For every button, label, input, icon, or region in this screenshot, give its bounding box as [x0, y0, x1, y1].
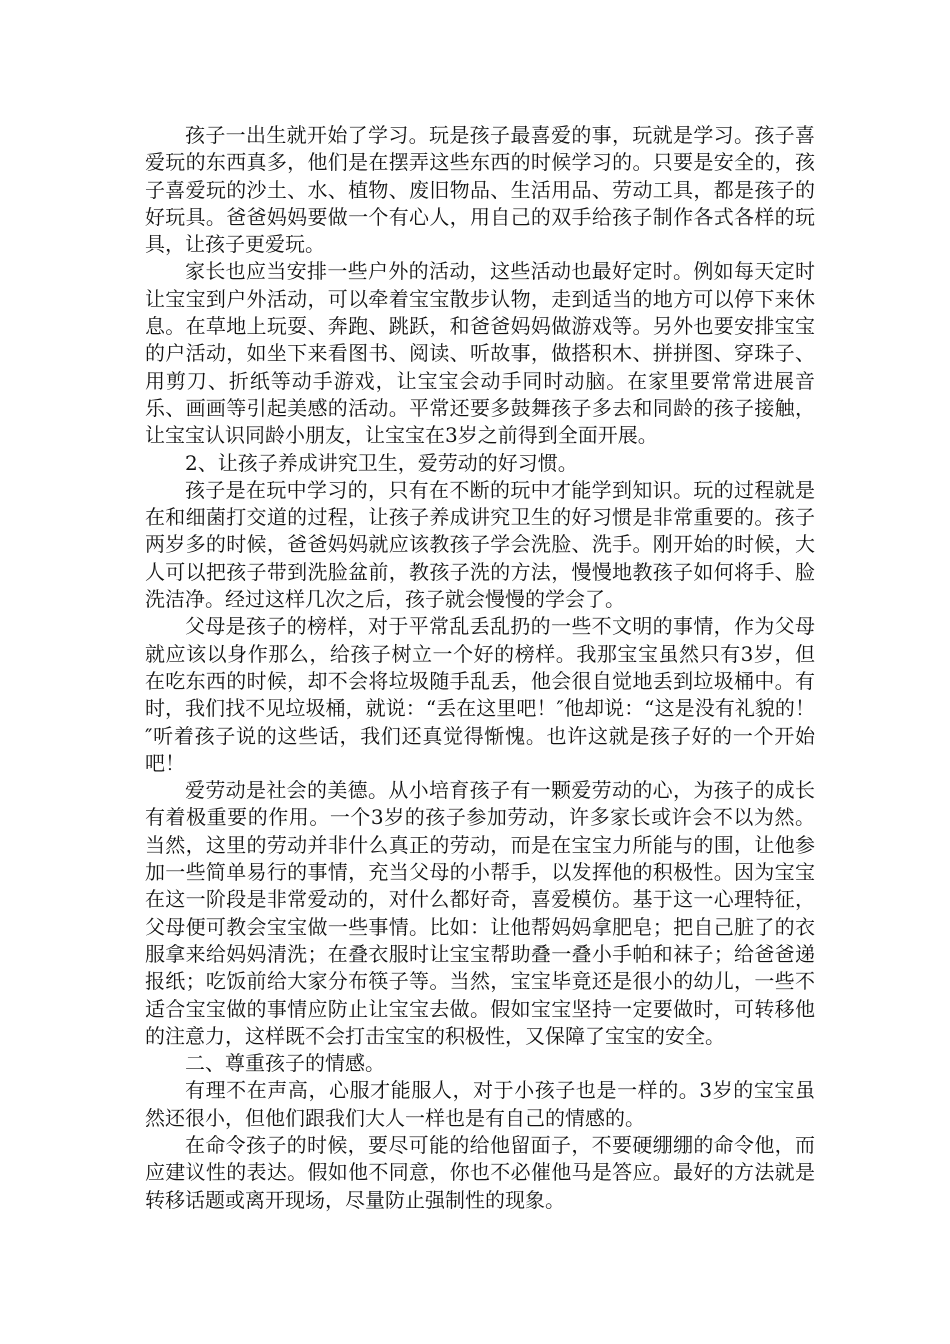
paragraph-love-labor: 爱劳动是社会的美德。从小培育孩子有一颗爱劳动的心，为孩子的成长有着极重要的作用。一个3岁的孩子参加劳动，许多家长或许会不以为然。当然，这里的劳动并非什么真正的劳动，而是在宝宝力所能与的围，让他参加一些简单易行的事情，充当父母的小帮手，以发挥他的积极性。因为宝宝在这一阶段是非常爱动的，对什么都好奇，喜爱模仿。基于这一心理特征，父母便可教会宝宝做一些事情。比如：让他帮妈妈拿肥皂；把自己脏了的衣服拿来给妈妈清洗；在叠衣服时让宝宝帮助叠一叠小手帕和袜子；给爸爸递报纸；吃饭前给大家分布筷子等。当然，宝宝毕竟还是很小的幼儿，一些不适合宝宝做的事情应防止让宝宝去做。假如宝宝坚持一定要做时，可转移他的注意力，这样既不会打击宝宝的积极性，又保障了宝宝的安全。	[145, 778, 815, 1048]
paragraph-learning-through-play: 孩子一出生就开始了学习。玩是孩子最喜爱的事，玩就是学习。孩子喜爱玩的东西真多，他们是在摆弄这些东西的时候学习的。只要是安全的，孩子喜爱玩的沙土、水、植物、废旧物品、生活用品、劳动工具，都是孩子的好玩具。爸爸妈妈要做一个有心人，用自己的双手给孩子制作各式各样的玩具，让孩子更爱玩。	[145, 123, 815, 257]
section-heading-respect-feelings: 二、尊重孩子的情感。	[185, 1051, 385, 1076]
paragraph-commanding-children: 在命令孩子的时候，要尽可能的给他留面子，不要硬绷绷的命令他，而应建议性的表达。假如他不同意，你也不必催他马是答应。最好的方法就是转移话题或离开现场，尽量防止强制性的现象。	[145, 1132, 815, 1212]
paragraph-hygiene: 孩子是在玩中学习的，只有在不断的玩中才能学到知识。玩的过程就是在和细菌打交道的过程，让孩子养成讲究卫生的好习惯是非常重要的。孩子两岁多的时候，爸爸妈妈就应该教孩子学会洗脸、洗手。刚开始的时候，大人可以把孩子带到洗脸盆前，教孩子洗的方法，慢慢地教孩子如何将手、脸洗洁净。经过这样几次之后，孩子就会慢慢的学会了。	[145, 477, 815, 612]
section-heading-hygiene-habits: 2、让孩子养成讲究卫生，爱劳动的好习惯。	[185, 450, 578, 475]
paragraph-outdoor-activities: 家长也应当安排一些户外的活动，这些活动也最好定时。例如每天定时让宝宝到户外活动，可以牵着宝宝散步认物，走到适当的地方可以停下来休息。在草地上玩耍、奔跑、跳跃，和爸爸妈妈做游戏等。另外也要安排宝宝的户活动，如坐下来看图书、阅读、听故事，做搭积木、拼拼图、穿珠子、用剪刀、折纸等动手游戏，让宝宝会动手同时动脑。在家里要常常进展音乐、画画等引起美感的活动。平常还要多鼓舞孩子多去和同龄的孩子接触，让宝宝认识同龄小朋友，让宝宝在3岁之前得到全面开展。	[145, 259, 815, 448]
paragraph-parents-role-model: 父母是孩子的榜样，对于平常乱丢乱扔的一些不文明的事情，作为父母就应该以身作那么，给孩子树立一个好的榜样。我那宝宝虽然只有3岁，但在吃东西的时候，却不会将垃圾随手乱丢，他会很自觉地丢到垃圾桶中。有时，我们找不见垃圾桶，就说：“丢在这里吧！″他却说：“这是没有礼貌的！″听着孩子说的这些话，我们还真觉得惭愧。也许这就是孩子好的一个开始吧！	[145, 614, 815, 775]
document-page	[145, 122, 815, 1214]
paragraph-reasoning: 有理不在声高，心服才能服人，对于小孩子也是一样的。3岁的宝宝虽然还很小，但他们跟我们大人一样也是有自己的情感的。	[145, 1078, 815, 1130]
